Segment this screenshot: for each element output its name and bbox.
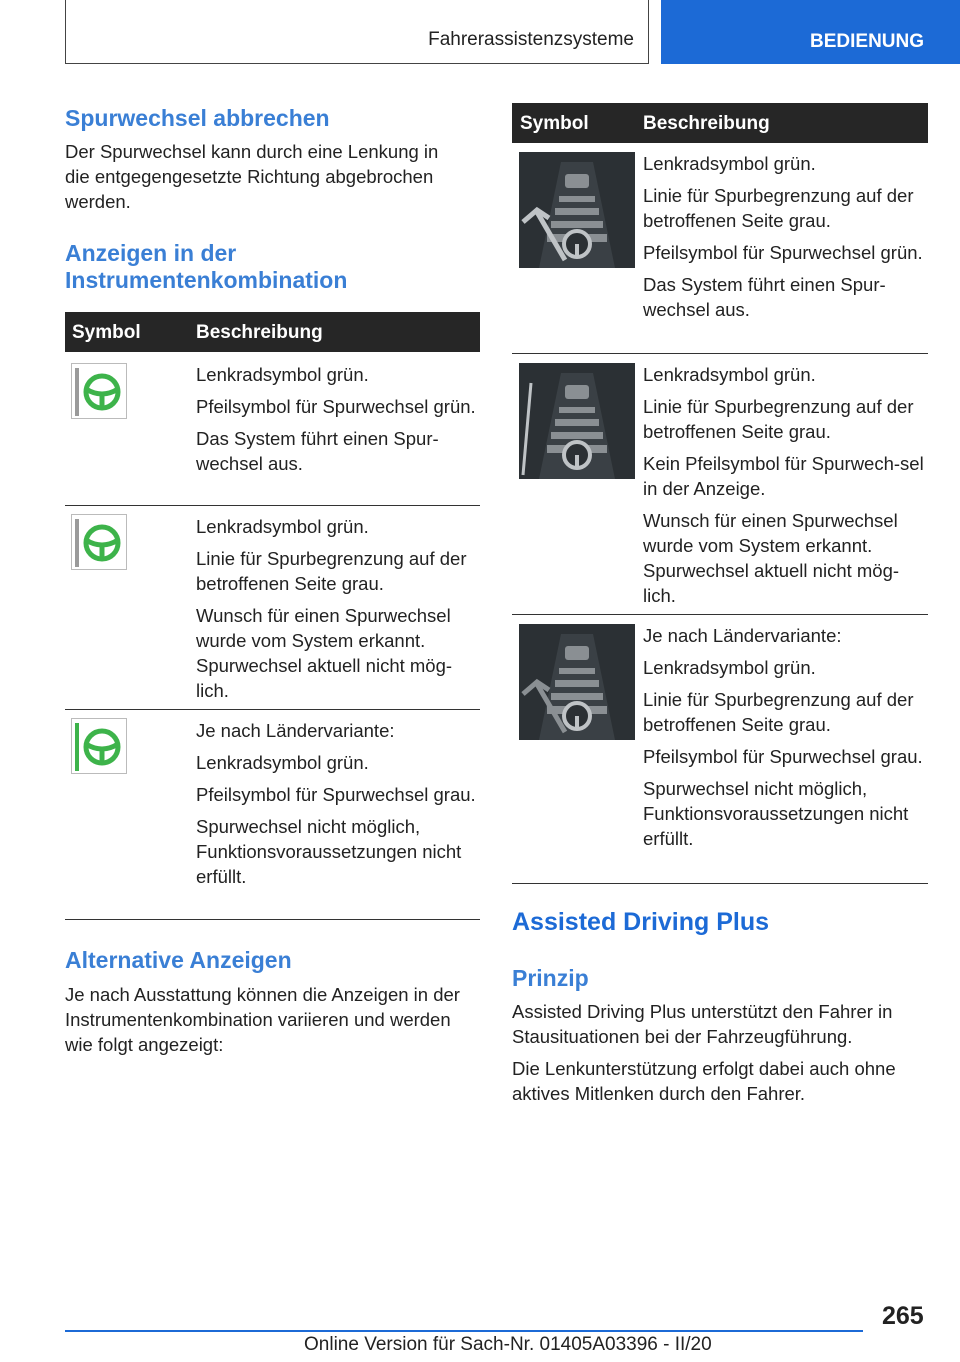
header-section-box xyxy=(65,0,649,64)
header-chapter-tab[interactable] xyxy=(661,0,960,64)
row-description xyxy=(643,362,925,615)
paragraph-prinzip-2: Die Lenkunterstützung erfolgt dabei auch ohne aktives Mitlenken durch den Fahrer. xyxy=(512,1058,896,1104)
row-description xyxy=(643,623,925,858)
table-header-description: Beschreibung xyxy=(643,113,770,134)
row-line: Lenkradsymbol grün. xyxy=(643,364,816,385)
paragraph-alternative-anzeigen: Je nach Ausstattung können die Anzeigen in der Instrumentenkombination variieren und werden wie folgt angezeigt: xyxy=(65,984,460,1055)
lane-change-display-icon xyxy=(519,624,635,740)
table-row xyxy=(512,143,928,354)
row-line: Lenkradsymbol grün. xyxy=(196,364,369,385)
row-line: Spurwechsel nicht möglich, Funktionsvoraussetzungen nicht erfüllt. xyxy=(196,816,462,887)
row-line: Linie für Spurbegrenzung auf der betroffenen Seite grau. xyxy=(643,185,914,231)
heading-prinzip: Prinzip xyxy=(512,965,589,991)
heading-anzeigen-line1: Anzeigen in der xyxy=(65,240,237,266)
table-row xyxy=(512,354,928,615)
row-line: Pfeilsymbol für Spurwechsel grün. xyxy=(643,242,923,263)
row-line: Linie für Spurbegrenzung auf der betroffenen Seite grau. xyxy=(643,689,914,735)
row-description xyxy=(196,718,476,896)
row-line: Spurwechsel nicht möglich, Funktionsvoraussetzungen nicht erfüllt. xyxy=(643,778,909,849)
table-header-symbol: Symbol xyxy=(520,113,589,134)
steering-wheel-green-icon xyxy=(71,363,127,419)
table-header xyxy=(65,312,480,352)
row-line: Wunsch für einen Spurwechsel wurde vom System erkannt. Spurwechsel aktuell nicht mög-lich. xyxy=(643,510,900,606)
paragraph-prinzip-1: Assisted Driving Plus unterstützt den Fahrer in Stausituationen bei der Fahrzeugführung. xyxy=(512,1001,893,1047)
heading-spurwechsel-abbrechen: Spurwechsel abbrechen xyxy=(65,105,330,131)
table-anzeigen xyxy=(65,312,480,920)
row-line: Lenkradsymbol grün. xyxy=(643,153,816,174)
row-description xyxy=(196,362,476,483)
heading-assisted-driving-plus: Assisted Driving Plus xyxy=(512,908,770,936)
row-line: Pfeilsymbol für Spurwechsel grau. xyxy=(643,746,923,767)
lane-change-display-icon xyxy=(519,152,635,268)
row-description xyxy=(196,514,476,710)
table-header-description: Beschreibung xyxy=(196,322,323,343)
steering-wheel-green-icon xyxy=(71,514,127,570)
table-row xyxy=(65,352,480,506)
row-line: Linie für Spurbegrenzung auf der betroffenen Seite grau. xyxy=(643,396,914,442)
row-line: Das System führt einen Spur-wechsel aus. xyxy=(643,274,886,320)
paragraph-spurwechsel-abbrechen: Der Spurwechsel kann durch eine Lenkung in die entgegengesetzte Richtung abgebrochen werden. xyxy=(65,141,439,212)
row-line: Lenkradsymbol grün. xyxy=(643,657,816,678)
table-header xyxy=(512,103,928,143)
row-line: Wunsch für einen Spurwechsel wurde vom System erkannt. Spurwechsel aktuell nicht mög-lich. xyxy=(196,605,453,701)
table-row xyxy=(65,506,480,710)
footer-online-version: Online Version für Sach-Nr. 01405A03396 - II/20 xyxy=(304,1334,712,1355)
row-line: Je nach Ländervariante: xyxy=(196,720,395,741)
row-line: Je nach Ländervariante: xyxy=(643,625,842,646)
table-row xyxy=(512,615,928,884)
row-line: Lenkradsymbol grün. xyxy=(196,516,369,537)
row-line: Lenkradsymbol grün. xyxy=(196,752,369,773)
table-row xyxy=(65,710,480,920)
row-line: Linie für Spurbegrenzung auf der betroffenen Seite grau. xyxy=(196,548,467,594)
steering-wheel-green-icon xyxy=(71,718,127,774)
footer-divider xyxy=(65,1330,863,1332)
page-number: 265 xyxy=(882,1302,924,1330)
header-chapter-title: BEDIENUNG xyxy=(810,31,925,52)
heading-anzeigen-line2: Instrumentenkombination xyxy=(65,267,348,293)
lane-display-icon xyxy=(519,363,635,479)
row-line: Kein Pfeilsymbol für Spurwech-sel in der Anzeige. xyxy=(643,453,924,499)
table-alternative-anzeigen xyxy=(512,103,928,884)
heading-alternative-anzeigen: Alternative Anzeigen xyxy=(65,947,292,973)
row-line: Pfeilsymbol für Spurwechsel grün. xyxy=(196,396,476,417)
row-line: Das System führt einen Spur-wechsel aus. xyxy=(196,428,439,474)
table-header-symbol: Symbol xyxy=(72,322,141,343)
row-line: Pfeilsymbol für Spurwechsel grau. xyxy=(196,784,476,805)
row-description xyxy=(643,151,925,329)
header-section-title: Fahrerassistenzsysteme xyxy=(428,29,634,50)
